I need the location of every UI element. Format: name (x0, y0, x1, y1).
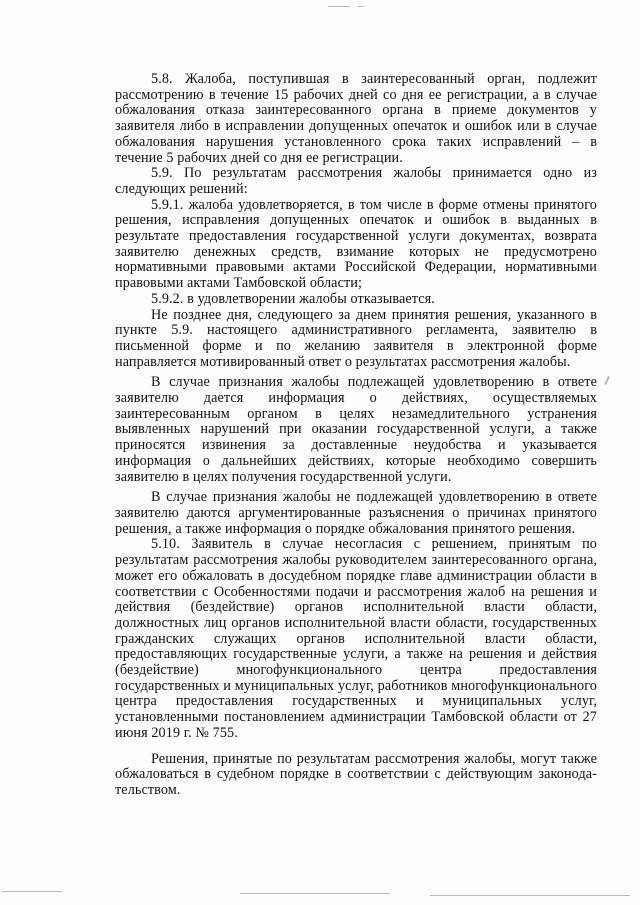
paragraph-complaint-rejected: В случае признания жалобы не подлежащей удовлетворению в ответе заявителю даются аргументированные разъяснения о причинах принятого решения, а также информация о порядке обжалования принятого решения. (115, 489, 597, 537)
paragraph-response-deadline: Не позднее дня, следующего за днем принятия решения, указанного в пункте 5.9. настоящего административного регламента, заявителю в письменной форме и по желанию заявителя в электронной форме направляется мотивированный ответ о результатах рассмотрения жалобы. (115, 306, 597, 370)
paragraph-5-9-1: 5.9.1. жалоба удовлетворяется, в том числе в форме отмены принятого решения, исправления допущенных опечаток и ошибок в выданных в результате предоставления государственной услуги документах, возврата заявителю денежных средств, взимание которых не предусмотрено нормативными правовыми актами Российской Федерации, нормативными правовыми актами Тамбовской области; (115, 196, 597, 292)
scan-artifact (430, 895, 630, 896)
paragraph-5-9: 5.9. По результатам рассмотрения жалобы принимается одно из следующих решений: (115, 165, 597, 197)
scan-artifact (358, 6, 364, 7)
document-body (115, 72, 597, 799)
paragraph-5-10: 5.10. Заявитель в случае несогласия с решением, принятым по результатам рассмотрения жалобы руководителем заинтересованного органа, может его обжаловать в досудебном порядке главе администрации области в соответствии с Особенностями подачи и рассмотрения жалоб на решения и действия (бездействие) органов исполнительной власти области, должностных лиц органов исполнительной власти области, государственных гражданских служащих органов исполнительной власти области, предоставляющих государственные услуги, а также на решения и действия (бездействие) многофункционального центра предоставления государственных и муниципальных услуг, работников многофункционального центра предоставления государственных и муниципальных услуг, установленными постановлением администрации Тамбовской области от 27 июня 2019 г. № 755. (115, 536, 597, 741)
scan-artifact (604, 376, 610, 385)
scan-artifact (240, 893, 390, 894)
paragraph-5-8: 5.8. Жалоба, поступившая в заинтересованный орган, подлежит рассмотрению в течение 15 рабочих дней со дня ее регистрации, а в случае обжалования отказа заинтересованного органа в приеме документов у заявителя либо в исправлении допущенных опечаток и ошибок или в случае обжалования нарушения установленного срока таких исправлений – в течение 5 рабочих дней со дня ее регистрации. (115, 71, 597, 166)
paragraph-court-appeal: Решения, принятые по результатам рассмотрения жалобы, могут также обжаловаться в судебном порядке в соответствии с действующим законода-тельством. (115, 750, 597, 798)
scan-artifact (328, 6, 350, 7)
paragraph-complaint-satisfied: В случае признания жалобы подлежащей удовлетворению в ответе заявителю дается информация о действиях, осуществляемых заинтересованным органом в целях незамедлительного устранения выявленных нарушений при оказании государственной услуги, а также приносятся извинения за доставленные неудобства и указывается информация о дальнейших действиях, которые необходимо совершить заявителю в целях получения государственной услуги. (115, 374, 597, 485)
scan-artifact (2, 891, 62, 892)
paragraph-5-9-2: 5.9.2. в удовлетворении жалобы отказывается. (151, 290, 435, 307)
